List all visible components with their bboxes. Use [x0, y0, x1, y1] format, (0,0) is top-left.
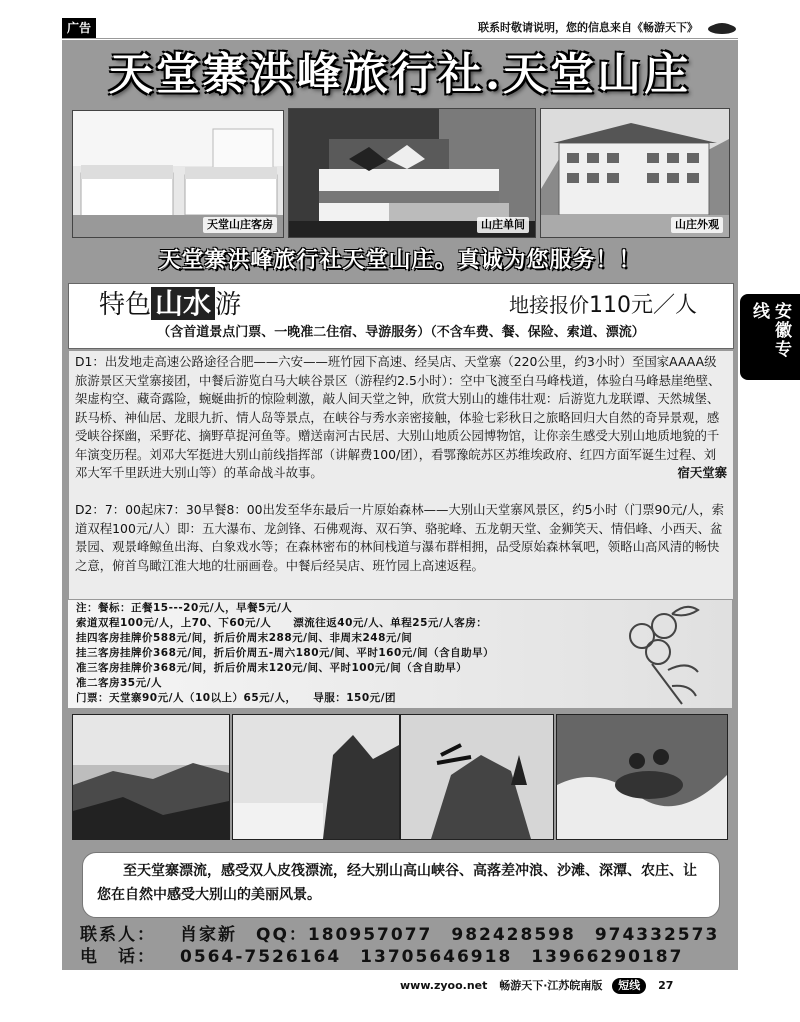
contact-person-value: 肖家新 QQ：180957077 982428598 974332573 [180, 925, 720, 945]
package-name [99, 288, 241, 321]
footer-site: www.zyoo.net [400, 979, 488, 992]
note-line: 索道双程100元/人，上70、下60元/人 漂流往返40元/人、单程25元/人客房： [76, 617, 488, 629]
note-line: 准三客房挂牌价368元/间，折后价周末120元/间、平时100元/间（含自助早） [76, 662, 468, 674]
scene-rafting [556, 714, 728, 840]
note-line: 挂三客房挂牌价368元/间，折后价周五-周六180元/间、平时160元/间（含自助早） [76, 647, 495, 659]
package-box [68, 283, 734, 349]
contact-person-row [80, 924, 719, 946]
price-prefix: 地接报价 [509, 293, 589, 317]
side-tab-label: 安徽专线 [749, 302, 791, 359]
side-tab [740, 294, 800, 380]
note-line: 门票：天堂寨90元/人（10以上）65元/人， 导服：150元/团 [76, 692, 397, 704]
day-2-text: 7：00起床7：30早餐8：00出发至华东最后一片原始森林——大别山天堂寨风景区，约5小时（门票90元/人，索道双程100元/人）即：五大瀑布、龙剑锋、石佛观海、双石笋、骆驼峰、五龙朝天堂、金狮笑天、情侣峰、小西天、盆景园、观景峰鲸鱼出海、白象戏水等；在森林密布的林间栈道与瀑布群相拥，品受原始森林氧吧，领略山高风清的畅快之意，俯首鸟瞰江淮大地的壮丽画卷。中餐后经吴店、班竹园上高速返程。 [75, 502, 725, 573]
page-footer [400, 976, 738, 996]
note-line: 准二客房35元/人 [76, 677, 162, 689]
photo-label: 天堂山庄客房 [203, 217, 277, 233]
scene-sea-of-clouds [72, 714, 230, 840]
page-number: 27 [658, 979, 674, 992]
package-name-suffix: 游 [215, 290, 242, 320]
day-1-lodging: 宿天堂寨 [677, 465, 727, 480]
slogan: 天堂寨洪峰旅行社天堂山庄。真诚为您服务！！ [158, 247, 642, 273]
page-title: 天堂寨洪峰旅行社.天堂山庄 [108, 49, 692, 100]
itinerary-day-2 [75, 501, 727, 575]
flower-icon [612, 600, 702, 708]
magazine-logo-icon [706, 20, 738, 36]
photo-guest-room [72, 110, 284, 238]
footer-magazine: 畅游天下·江苏皖南版 [499, 979, 603, 992]
contact-phone-row [80, 946, 683, 968]
photo-label: 山庄外观 [671, 217, 723, 233]
day-1-text: 出发地走高速公路途径合肥——六安——班竹园下高速、经吴店、天堂寨（220公里，约3小时）至国家AAAA级旅游景区天堂寨接团，中餐后游览白马大峡谷景区（游程约2.5小时）：空中飞渡至白马峰栈道，体验白马峰悬崖绝壁、架虚构空、藏奇露险，蜿蜒曲折的惊险刺激，敲人间天堂之钟，欣赏大别山的雄伟壮观：后游览九龙联谭、天然城堡、跃马桥、神仙居、龙眼九折、情人岛等景点，在峡谷与秀水亲密接触，体验七彩秋日之旅略回归大自然的奇异景观，感受峡谷探幽，采野花、摘野草捉河鱼等。赠送南河古民居、大别山地质公园博物馆，让你亲生感受大别山地质地貌的千年演变历程。刘邓大军挺进大别山前线指挥部（讲解费100/团），看鄂豫皖苏区苏维埃政府、红四方面军诞生过程、刘邓大军千里跃进大别山等）的革命战斗故事。 [75, 354, 721, 480]
contact-phone-value: 0564-7526164 13705646918 13966290187 [180, 947, 684, 967]
price-label [509, 292, 697, 319]
note-line: 注：餐标：正餐15---20元/人，早餐5元/人 [76, 602, 293, 614]
package-name-prefix: 特色 [99, 290, 152, 320]
price-notes [68, 600, 732, 708]
top-bar [62, 18, 738, 39]
rafting-box [82, 852, 720, 918]
rafting-text: 至天堂寨漂流，感受双人皮筏漂流，经大别山高山峡谷、高落差冲浪、沙滩、深潭、农庄、让您在自然中感受大别山的美丽风景。 [97, 863, 697, 903]
ad-tag: 广告 [62, 18, 96, 38]
contact-info [80, 924, 730, 968]
day-1-tag: D1： [75, 354, 105, 369]
photo-villa-exterior [540, 108, 730, 238]
itinerary [68, 350, 734, 600]
contact-phone-label: 电 话： [80, 947, 156, 967]
note-line: 挂四客房挂牌价588元/间，折后价周末288元/间、非周末248元/间 [76, 632, 413, 644]
price-value: 110元／人 [589, 293, 697, 318]
photo-label: 山庄单间 [477, 217, 529, 233]
header-note: 联系时敬请说明，您的信息来自《畅游天下》 [478, 21, 698, 34]
photo-single-room [288, 108, 536, 238]
itinerary-day-1 [75, 353, 727, 483]
day-2-tag: D2： [75, 502, 105, 517]
package-name-highlight: 山水 [151, 287, 215, 320]
contact-person-label: 联系人： [80, 925, 156, 945]
footer-badge: 短线 [612, 978, 646, 994]
scene-pine-peak [400, 714, 554, 840]
scene-rock-face [232, 714, 400, 840]
package-included: （含首道景点门票、一晚准二住宿、导游服务）（不含车费、餐、保险、索道、漂流） [157, 325, 645, 340]
